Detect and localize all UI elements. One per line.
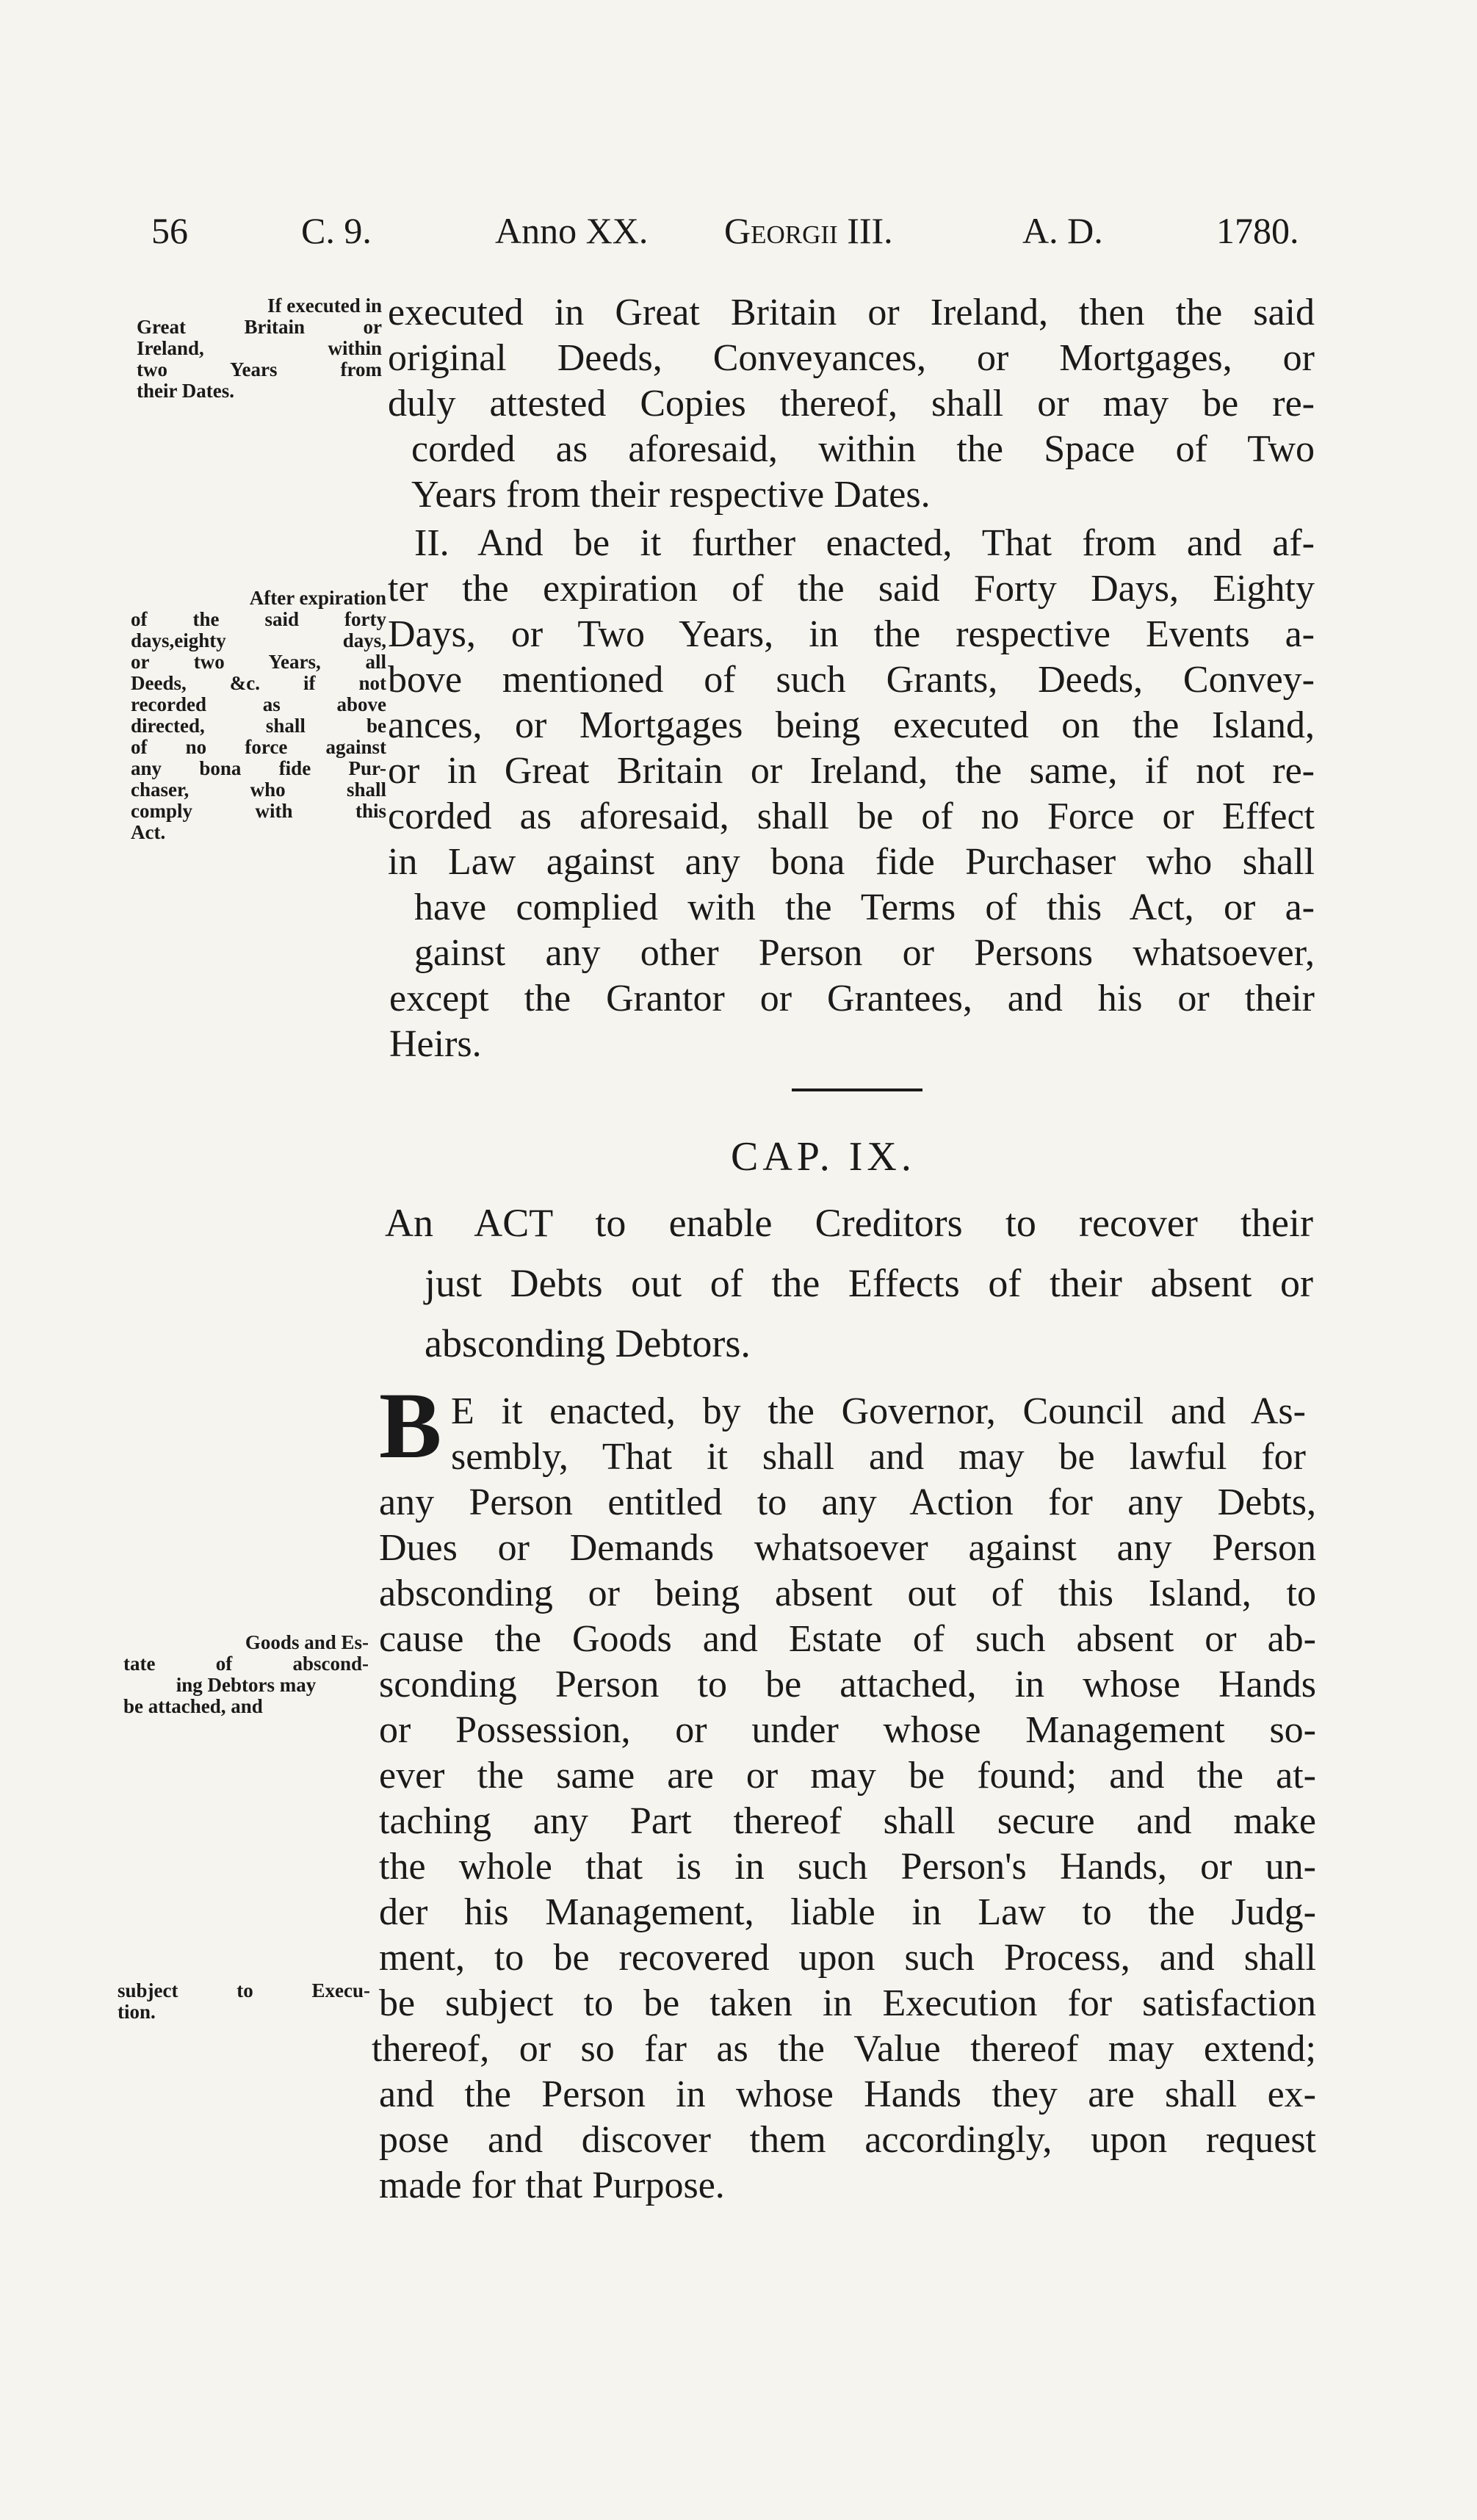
body-line: original Deeds, Conveyances, or Mortgages, or [388,337,1315,379]
body-line: Days, or Two Years, in the respective Events a- [388,613,1315,655]
body-line: corded as aforesaid, shall be of no Force or Effect [388,795,1315,837]
body-line: except the Grantor or Grantees, and his or their [389,978,1315,1019]
king-label: Georgii III. [724,210,893,251]
body-line: ances, or Mortgages being executed on the Island, [388,704,1315,746]
margin-note-line: tion. [118,2001,156,2023]
margin-note-line: their Dates. [137,380,234,402]
body-line: have complied with the Terms of this Act, or a- [414,887,1315,928]
margin-note-line: or two Years, all [131,651,386,673]
body-line: pose and discover them accordingly, upon request [379,2119,1316,2161]
margin-note-line: ing Debtors may [176,1674,317,1696]
margin-note-line: of no force against [131,736,386,758]
body-line: the whole that is in such Person's Hands, or un- [379,1846,1316,1888]
body-line: Dues or Demands whatsoever against any Person [379,1527,1316,1569]
body-line: II. And be it further enacted, That from and af- [414,522,1315,564]
body-line: or Possession, or under whose Management so- [379,1709,1316,1751]
body-line: or in Great Britain or Ireland, the same, if not re- [388,750,1315,792]
body-line: in Law against any bona fide Purchaser who shall [388,841,1315,883]
body-line: and the Person in whose Hands they are shall ex- [379,2073,1316,2115]
body-line: absconding or being absent out of this Island, to [379,1573,1316,1614]
act-title-line: absconding Debtors. [425,1321,751,1365]
body-line: be subject to be taken in Execution for satisfaction [379,1982,1316,2024]
margin-note-execution [118,1980,370,2023]
anno-label: Anno XX. [495,210,649,251]
margin-note-line: Ireland, within [137,337,382,359]
margin-note-line: directed, shall be [131,715,386,737]
body-line: ment, to be recovered upon such Process, and shall [379,1937,1316,1979]
margin-note-line: days,eighty days, [131,629,386,651]
body-line: ever the same are or may be found; and the at- [379,1755,1316,1797]
body-line: ter the expiration of the said Forty Days, Eighty [388,568,1315,610]
page-number: 56 [151,210,188,251]
margin-note-line: Goods and Es- [245,1631,369,1653]
body-line: taching any Part thereof shall secure and make [379,1800,1316,1842]
margin-note-line: subject to Execu- [118,1979,370,2001]
margin-note-line: be attached, and [123,1695,263,1717]
margin-note-executed-abroad [137,295,382,402]
margin-note-line: Act. [131,821,166,843]
body-line: made for that Purpose. [379,2165,725,2206]
margin-note-line: tate of abscond- [123,1653,369,1675]
margin-note-line: Great Britain or [137,316,382,338]
margin-note-line: any bona fide Pur- [131,757,386,779]
body-line: E it enacted, by the Governor, Council and As- [451,1390,1306,1432]
running-header [151,201,1319,260]
body-line: executed in Great Britain or Ireland, then the said [388,292,1315,333]
margin-note-line: comply with this [131,800,386,822]
body-line: thereof, or so far as the Value thereof may extend; [372,2028,1316,2070]
act-title-line: just Debts out of the Effects of their absent or [425,1261,1313,1305]
chapter-heading: CAP. IX. [731,1134,916,1180]
chapter-number: C. 9. [301,210,372,251]
margin-note-line: Deeds, &c. if not [131,672,386,694]
act-title-line: An ACT to enable Creditors to recover their [385,1201,1313,1245]
body-line: sembly, That it shall and may be lawful for [451,1436,1306,1478]
body-line: bove mentioned of such Grants, Deeds, Convey- [388,659,1315,701]
body-line: duly attested Copies thereof, shall or may be re- [388,383,1315,425]
body-line: der his Management, liable in Law to the Judg- [379,1891,1316,1933]
margin-note-line: of the said forty [131,608,386,630]
margin-note-line: After expiration [249,587,386,609]
margin-note-after-expiration [131,588,386,843]
body-line: sconding Person to be attached, in whose Hands [379,1664,1316,1705]
body-line: cause the Goods and Estate of such absent or ab- [379,1618,1316,1660]
year-label: 1780. [1216,210,1299,251]
body-line: any Person entitled to any Action for any Debts, [379,1481,1316,1523]
section-divider [792,1088,922,1091]
drop-cap-letter: B [379,1373,442,1478]
body-line: gainst any other Person or Persons whatsoever, [414,932,1315,974]
ad-label: A. D. [1022,210,1103,251]
body-line: Heirs. [389,1023,482,1065]
body-line: Years from their respective Dates. [411,474,931,516]
margin-note-line: chaser, who shall [131,779,386,801]
margin-note-line: two Years from [137,358,382,380]
margin-note-line: recorded as above [131,693,386,715]
margin-note-goods-attached [123,1632,369,1717]
margin-note-line: If executed in [267,295,382,317]
body-line: corded as aforesaid, within the Space of Two [411,428,1315,470]
